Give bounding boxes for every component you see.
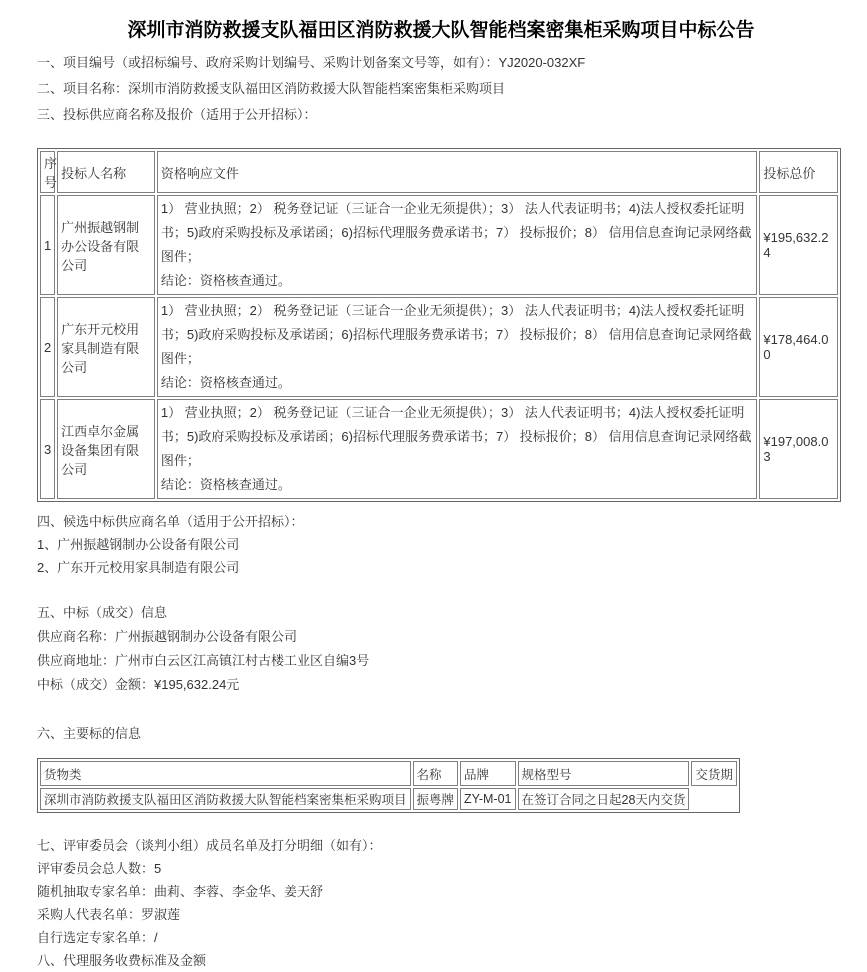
review-committee-section — [37, 834, 845, 972]
item-model: ZY-M-01 — [460, 788, 515, 810]
table-row — [40, 788, 737, 810]
item-brand: 振粤牌 — [413, 788, 459, 810]
supplier-address-line: 供应商地址：广州市白云区江高镇江村古楼工业区自编3号 — [37, 653, 370, 668]
review-committee-heading: 七、评审委员会（谈判小组）成员名单及打分明细（如有）： — [37, 838, 382, 853]
col-header-item-name: 名称 — [413, 761, 459, 786]
row-seq: 2 — [40, 297, 55, 397]
row-seq: 1 — [40, 195, 55, 295]
col-header-delivery: 交货期 — [691, 761, 737, 786]
project-name-line: 二、项目名称：深圳市消防救援支队福田区消防救援大队智能档案密集柜采购项目 — [37, 81, 506, 96]
bidders-section-heading: 三、投标供应商名称及报价（适用于公开招标）： — [37, 107, 317, 122]
qualification-docs — [157, 399, 758, 499]
main-subject-table — [37, 758, 740, 813]
docs-list: 1） 营业执照；2） 税务登记证（三证合一企业无须提供）；3） 法人代表证明书；4)法人授权委托证明书；5)政府采购投标及承诺函；6)招标代理服务费承诺书；7） 投标报价；8） 信用信息查询记录网络截图件； — [160, 303, 752, 366]
table-row — [40, 195, 838, 295]
bidder-name: 江西卓尔金属设备集团有限公司 — [57, 399, 155, 499]
bidders-table-header-row — [40, 151, 838, 193]
award-info-section — [37, 601, 845, 697]
item-delivery: 在签订合同之日起28天内交货 — [518, 788, 690, 810]
intro-section — [37, 50, 845, 128]
award-amount-line: 中标（成交）金额：¥195,632.24元 — [37, 677, 240, 692]
self-selected-experts-line: 自行选定专家名单：/ — [37, 930, 158, 945]
bid-total-price: ¥178,464.00 — [759, 297, 838, 397]
docs-list: 1） 营业执照；2） 税务登记证（三证合一企业无须提供）；3） 法人代表证明书；4)法人授权委托证明书；5)政府采购投标及承诺函；6)招标代理服务费承诺书；7） 投标报价；8） 信用信息查询记录网络截图件； — [160, 405, 752, 468]
bidders-table — [37, 148, 841, 502]
candidate-supplier-1: 1、广州振越钢制办公设备有限公司 — [37, 537, 240, 552]
goods-table-header-row — [40, 761, 737, 786]
committee-total-line: 评审委员会总人数：5 — [37, 861, 162, 876]
qualification-docs — [157, 297, 758, 397]
qualification-docs — [157, 195, 758, 295]
bid-total-price: ¥195,632.24 — [759, 195, 838, 295]
candidate-suppliers-section — [37, 510, 845, 579]
item-name: 深圳市消防救援支队福田区消防救援大队智能档案密集柜采购项目 — [40, 788, 411, 810]
next-section-partial-line: 八、代理服务收费标准及金额 — [37, 953, 207, 968]
table-row — [40, 297, 838, 397]
docs-conclusion: 结论：资格核查通过。 — [160, 477, 291, 492]
col-header-brand: 品牌 — [460, 761, 515, 786]
col-header-seq: 序号 — [40, 151, 55, 193]
page-title: 深圳市消防救援支队福田区消防救援大队智能档案密集柜采购项目中标公告 — [127, 20, 755, 41]
candidate-supplier-2: 2、广东开元校用家具制造有限公司 — [37, 560, 240, 575]
bid-total-price: ¥197,008.03 — [759, 399, 838, 499]
project-number-line: 一、项目编号（或招标编号、政府采购计划编号、采购计划备案文号等，如有）：YJ2020-032XF — [37, 55, 586, 70]
col-header-total-price: 投标总价 — [759, 151, 838, 193]
main-subject-heading: 六、主要标的信息 — [37, 726, 142, 741]
bidder-name: 广州振越钢制办公设备有限公司 — [57, 195, 155, 295]
award-info-heading: 五、中标（成交）信息 — [37, 605, 168, 620]
docs-conclusion: 结论：资格核查通过。 — [160, 375, 291, 390]
table-row — [40, 399, 838, 499]
candidate-suppliers-heading: 四、候选中标供应商名单（适用于公开招标）： — [37, 514, 304, 529]
random-experts-line: 随机抽取专家名单：曲莉、李蓉、李金华、姜天舒 — [37, 884, 324, 899]
supplier-name-line: 供应商名称：广州振越钢制办公设备有限公司 — [37, 629, 298, 644]
col-header-qualification-docs: 资格响应文件 — [157, 151, 758, 193]
docs-conclusion: 结论：资格核查通过。 — [160, 273, 291, 288]
goods-category-cell: 货物类 — [40, 761, 411, 786]
col-header-model: 规格型号 — [518, 761, 690, 786]
row-seq: 3 — [40, 399, 55, 499]
docs-list: 1） 营业执照；2） 税务登记证（三证合一企业无须提供）；3） 法人代表证明书；4)法人授权委托证明书；5)政府采购投标及承诺函；6)招标代理服务费承诺书；7） 投标报价；8） 信用信息查询记录网络截图件； — [160, 201, 752, 264]
col-header-bidder-name: 投标人名称 — [57, 151, 155, 193]
purchaser-rep-line: 采购人代表名单：罗淑莲 — [37, 907, 181, 922]
bidder-name: 广东开元校用家具制造有限公司 — [57, 297, 155, 397]
